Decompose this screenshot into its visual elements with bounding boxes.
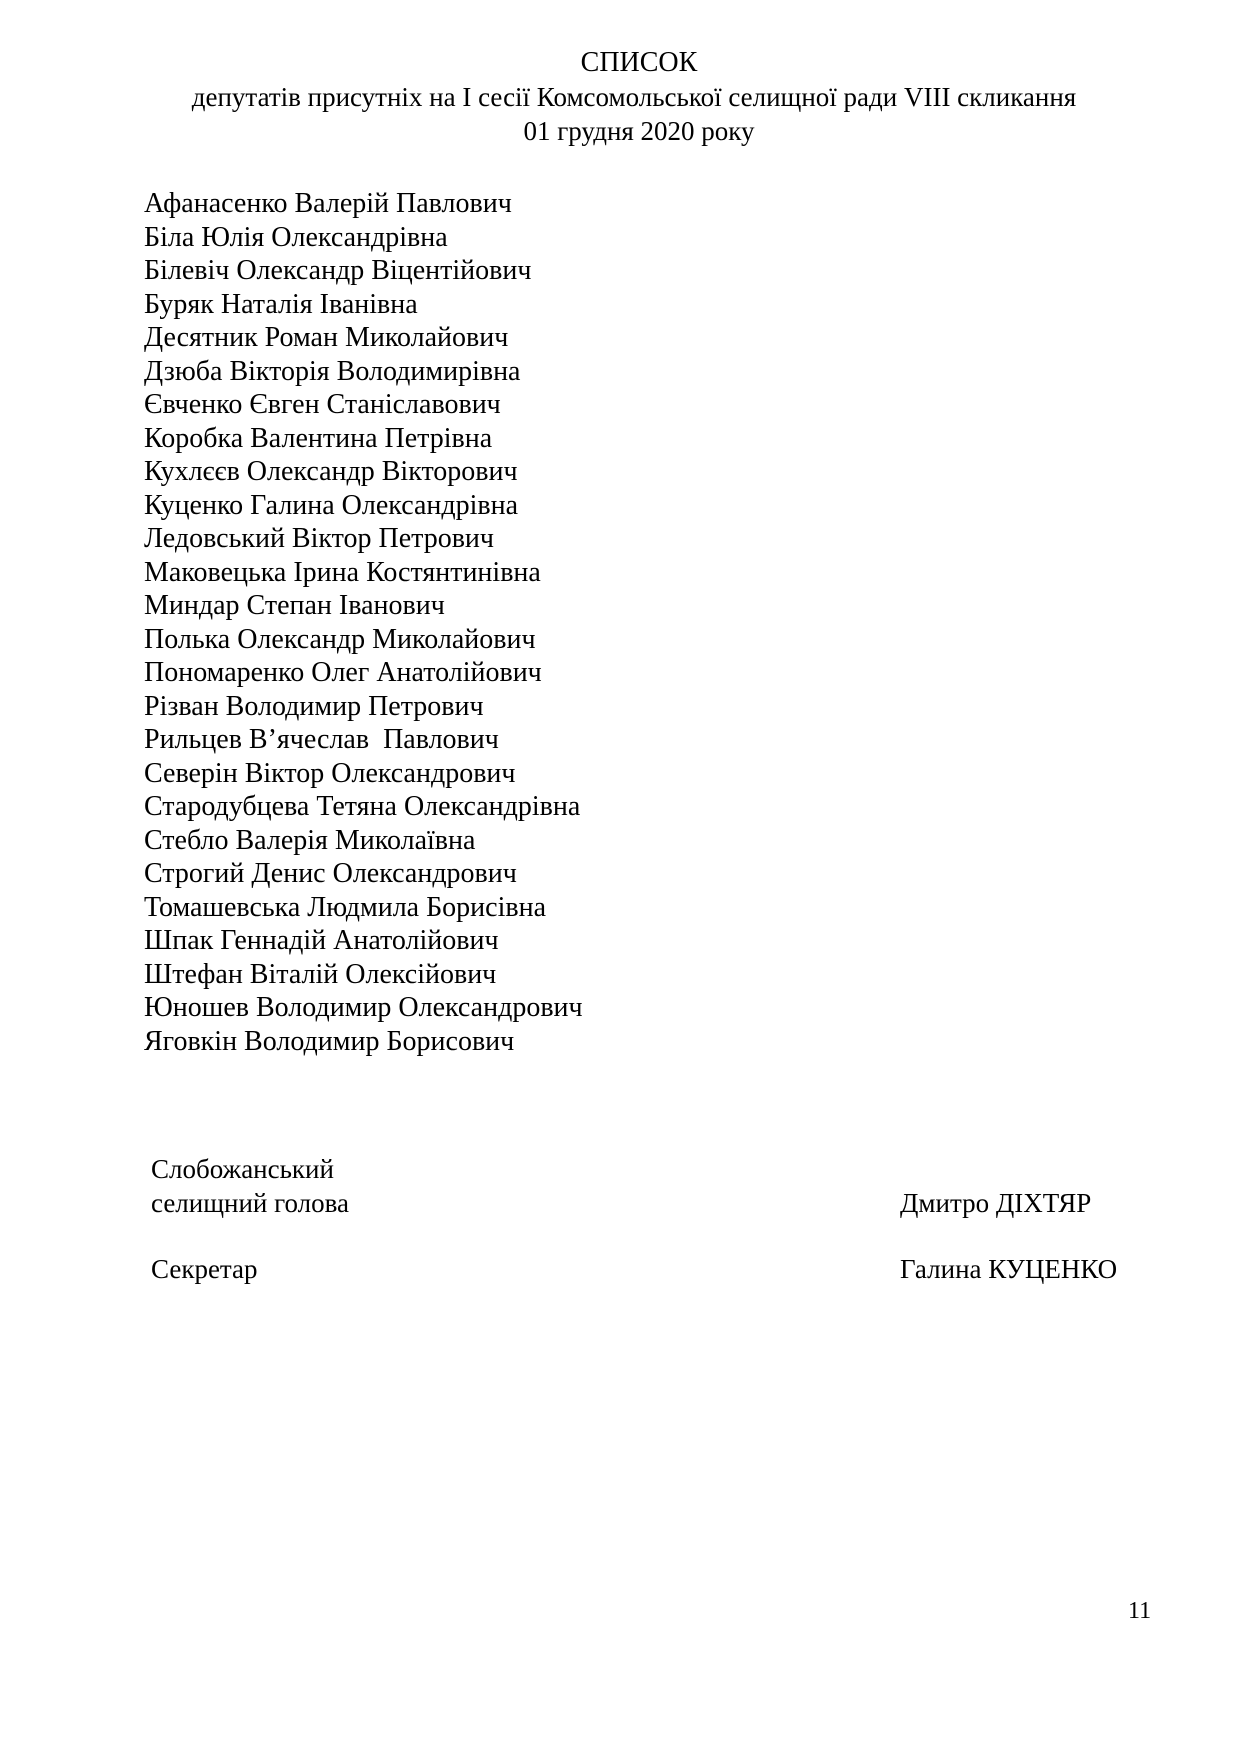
- deputy-list: [144, 187, 583, 1058]
- list-item: Євченко Євген Станіславович: [144, 389, 501, 420]
- list-item: Стебло Валерія Миколаївна: [144, 824, 476, 856]
- list-item: Десятник Роман Миколайович: [144, 322, 509, 353]
- document-title: СПИСОК: [580, 47, 698, 78]
- list-item: Юношев Володимир Олександрович: [144, 992, 583, 1023]
- list-item: Томашевська Людмила Борисівна: [144, 891, 547, 923]
- head-title-line2: селищний голова: [151, 1188, 350, 1218]
- document-date: 01 грудня 2020 року: [523, 116, 755, 146]
- list-item: Яговкін Володимир Борисович: [144, 1025, 515, 1057]
- list-item: Шпак Геннадій Анатолійович: [144, 925, 499, 956]
- list-item: Білевіч Олександр Віцентійович: [144, 255, 532, 286]
- page-number: 11: [1128, 1598, 1152, 1624]
- list-item: Полька Олександр Миколайович: [144, 623, 536, 655]
- document-header: [0, 46, 1240, 148]
- list-item: Пономаренко Олег Анатолійович: [144, 657, 542, 688]
- list-item: Рильцев В’ячеслав Павлович: [144, 724, 499, 755]
- list-item: Строгий Денис Олександрович: [144, 858, 517, 889]
- document-subtitle: депутатів присутніх на І сесії Комсомольської селищної ради VIII скликання: [191, 82, 1077, 112]
- list-item: Миндар Степан Іванович: [144, 590, 445, 621]
- head-name: Дмитро ДІХТЯР: [900, 1188, 1092, 1218]
- secretary-name: Галина КУЦЕНКО: [900, 1254, 1118, 1284]
- head-title-line1: Слобожанський: [151, 1154, 334, 1184]
- list-item: Різван Володимир Петрович: [144, 690, 484, 722]
- secretary-title: Секретар: [151, 1254, 258, 1284]
- list-item: Маковецька Ірина Костянтинівна: [144, 556, 541, 588]
- list-item: Біла Юлія Олександрівна: [144, 221, 448, 253]
- list-item: Коробка Валентина Петрівна: [144, 422, 493, 454]
- list-item: Штефан Віталій Олексійович: [144, 958, 497, 990]
- list-item: Буряк Наталія Іванівна: [144, 288, 418, 320]
- list-item: Стародубцева Тетяна Олександрівна: [144, 791, 581, 822]
- list-item: Дзюба Вікторія Володимирівна: [144, 355, 521, 387]
- list-item: Северін Віктор Олександрович: [144, 757, 516, 789]
- list-item: Куценко Галина Олександрівна: [144, 489, 519, 521]
- list-item: Кухлєєв Олександр Вікторович: [144, 456, 518, 487]
- list-item: Афанасенко Валерій Павлович: [144, 188, 512, 219]
- list-item: Ледовський Віктор Петрович: [144, 523, 494, 554]
